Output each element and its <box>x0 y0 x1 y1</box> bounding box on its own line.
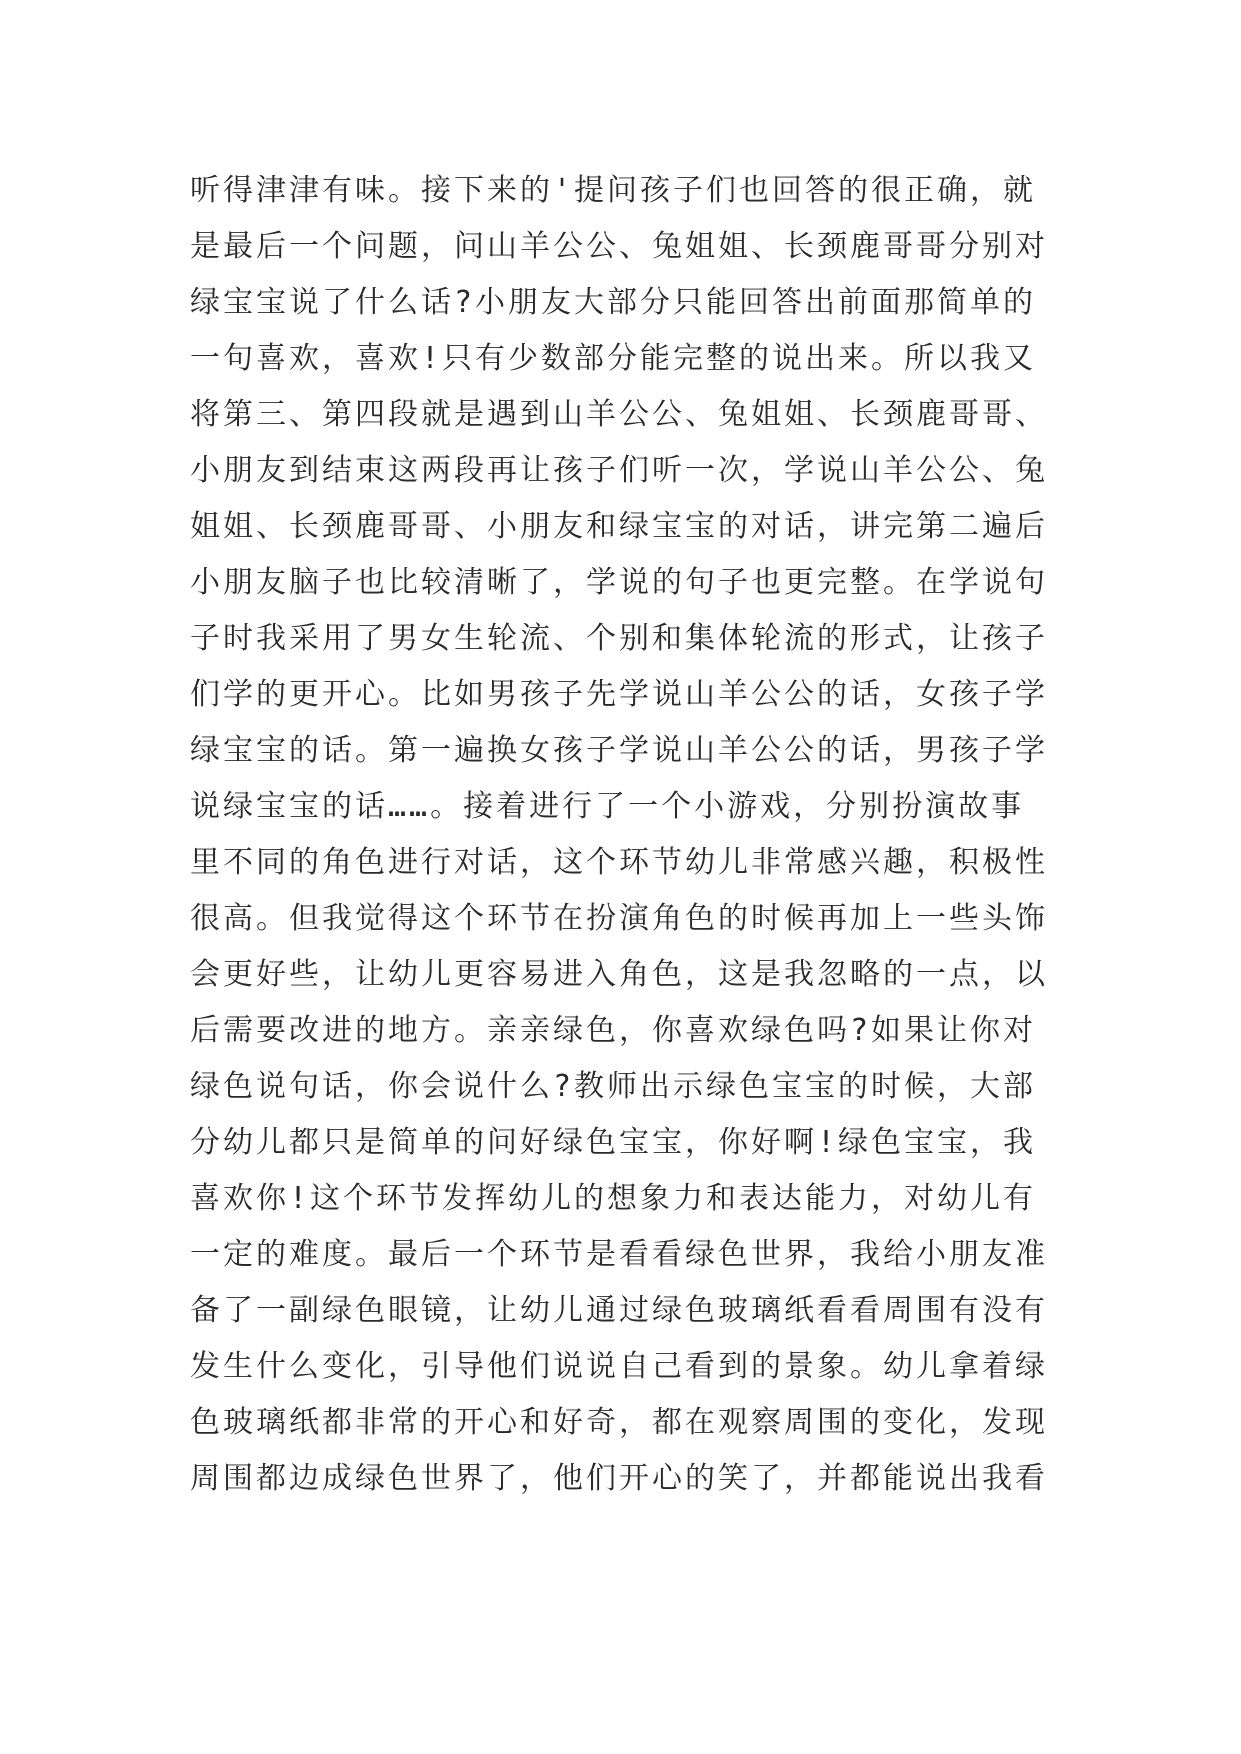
text-line: 发生什么变化，引导他们说说自己看到的景象。幼儿拿着绿 <box>190 1349 1048 1384</box>
body-text <box>190 163 1090 1507</box>
text-line: 小朋友脑子也比较清晰了，学说的句子也更完整。在学说句 <box>190 565 1048 600</box>
text-line: 色玻璃纸都非常的开心和好奇，都在观察周围的变化，发现 <box>190 1405 1048 1440</box>
text-line: 一定的难度。最后一个环节是看看绿色世界，我给小朋友准 <box>190 1237 1048 1272</box>
text-line: 是最后一个问题，问山羊公公、兔姐姐、长颈鹿哥哥分别对 <box>190 229 1048 264</box>
text-line: 周围都边成绿色世界了，他们开心的笑了，并都能说出我看 <box>190 1461 1048 1496</box>
text-line: 分幼儿都只是简单的问好绿色宝宝，你好啊!绿色宝宝，我 <box>190 1125 1037 1160</box>
text-line: 很高。但我觉得这个环节在扮演角色的时候再加上一些头饰 <box>190 901 1048 936</box>
text-line: 小朋友到结束这两段再让孩子们听一次，学说山羊公公、兔 <box>190 453 1048 488</box>
text-line: 听得津津有味。接下来的'提问孩子们也回答的很正确，就 <box>190 173 1037 208</box>
text-line: 绿宝宝的话。第一遍换女孩子学说山羊公公的话，男孩子学 <box>190 733 1048 768</box>
text-line: 后需要改进的地方。亲亲绿色，你喜欢绿色吗?如果让你对 <box>190 1013 1037 1048</box>
text-line: 备了一副绿色眼镜，让幼儿通过绿色玻璃纸看看周围有没有 <box>190 1293 1048 1328</box>
text-line: 喜欢你!这个环节发挥幼儿的想象力和表达能力，对幼儿有 <box>190 1181 1037 1216</box>
text-line: 们学的更开心。比如男孩子先学说山羊公公的话，女孩子学 <box>190 677 1048 712</box>
text-line: 里不同的角色进行对话，这个环节幼儿非常感兴趣，积极性 <box>190 845 1048 880</box>
text-line: 姐姐、长颈鹿哥哥、小朋友和绿宝宝的对话，讲完第二遍后 <box>190 509 1048 544</box>
text-line: 一句喜欢，喜欢!只有少数部分能完整的说出来。所以我又 <box>190 341 1037 376</box>
text-line: 会更好些，让幼儿更容易进入角色，这是我忽略的一点，以 <box>190 957 1048 992</box>
text-line: 说绿宝宝的话……。接着进行了一个小游戏，分别扮演故事 <box>190 789 1025 824</box>
text-line: 绿色说句话，你会说什么?教师出示绿色宝宝的时候，大部 <box>190 1069 1037 1104</box>
text-line: 将第三、第四段就是遇到山羊公公、兔姐姐、长颈鹿哥哥、 <box>190 397 1048 432</box>
text-line: 子时我采用了男女生轮流、个别和集体轮流的形式，让孩子 <box>190 621 1048 656</box>
text-line: 绿宝宝说了什么话?小朋友大部分只能回答出前面那简单的 <box>190 285 1037 320</box>
